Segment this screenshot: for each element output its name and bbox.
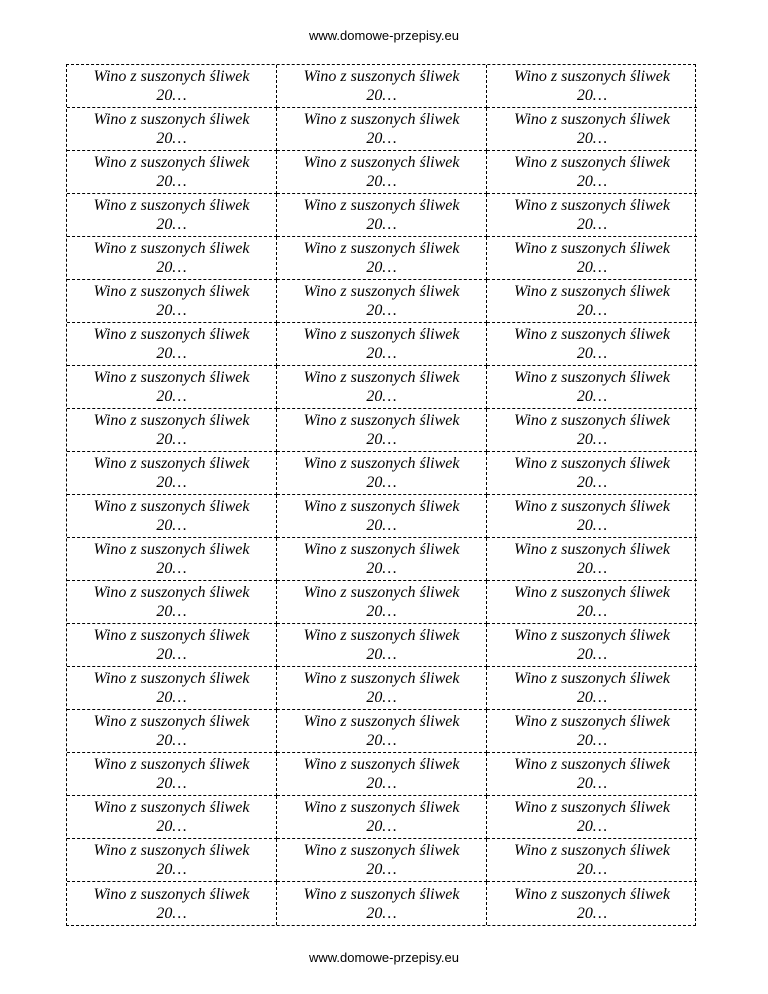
wine-label-name: Wino z suszonych śliwek	[514, 756, 670, 773]
wine-label	[487, 667, 697, 710]
wine-label	[277, 882, 487, 925]
wine-label-year: 20…	[576, 302, 608, 319]
wine-label	[277, 237, 487, 280]
wine-label-name: Wino z suszonych śliwek	[514, 154, 670, 171]
wine-label-year: 20…	[156, 259, 187, 276]
wine-label-name: Wino z suszonych śliwek	[514, 584, 670, 601]
wine-label-year: 20…	[366, 603, 397, 620]
wine-label-year: 20…	[366, 646, 397, 663]
wine-label-year: 20…	[156, 431, 187, 448]
wine-label	[487, 495, 697, 538]
wine-label-year: 20…	[156, 130, 187, 147]
wine-label	[487, 323, 697, 366]
wine-label-year: 20…	[576, 87, 608, 104]
wine-label-name: Wino z suszonych śliwek	[303, 670, 460, 687]
wine-label-year: 20…	[366, 818, 397, 835]
wine-label-year: 20…	[366, 775, 397, 792]
wine-label-year: 20…	[156, 603, 187, 620]
wine-label-name: Wino z suszonych śliwek	[93, 541, 250, 558]
wine-label-year: 20…	[366, 130, 397, 147]
wine-label-name: Wino z suszonych śliwek	[93, 584, 250, 601]
wine-label	[487, 538, 697, 581]
wine-label	[277, 366, 487, 409]
wine-label	[67, 108, 277, 151]
wine-label-year: 20…	[576, 732, 608, 749]
wine-label-year: 20…	[366, 259, 397, 276]
wine-label	[277, 409, 487, 452]
wine-label	[67, 839, 277, 882]
wine-label-year: 20…	[576, 216, 608, 233]
wine-label-year: 20…	[366, 560, 397, 577]
wine-label	[67, 280, 277, 323]
wine-label-name: Wino z suszonych śliwek	[93, 799, 250, 816]
wine-label-name: Wino z suszonych śliwek	[303, 326, 460, 343]
wine-label-year: 20…	[576, 904, 608, 922]
wine-label-name: Wino z suszonych śliwek	[514, 455, 670, 472]
wine-label-name: Wino z suszonych śliwek	[303, 369, 460, 386]
wine-label-name: Wino z suszonych śliwek	[93, 240, 250, 257]
wine-label	[277, 538, 487, 581]
wine-label	[277, 796, 487, 839]
wine-label-name: Wino z suszonych śliwek	[93, 283, 250, 300]
wine-label	[487, 581, 697, 624]
wine-label-year: 20…	[156, 904, 187, 922]
wine-label-name: Wino z suszonych śliwek	[93, 369, 250, 386]
wine-label	[67, 237, 277, 280]
wine-label	[67, 495, 277, 538]
wine-label-year: 20…	[156, 775, 187, 792]
wine-label-name: Wino z suszonych śliwek	[514, 713, 670, 730]
wine-label	[67, 882, 277, 925]
wine-label-year: 20…	[576, 818, 608, 835]
wine-label-name: Wino z suszonych śliwek	[303, 627, 460, 644]
wine-label-year: 20…	[156, 474, 187, 491]
wine-label	[67, 409, 277, 452]
wine-label	[277, 194, 487, 237]
label-sheet	[66, 64, 696, 926]
wine-label-year: 20…	[576, 173, 608, 190]
wine-label-year: 20…	[366, 388, 397, 405]
wine-label	[67, 710, 277, 753]
wine-label-name: Wino z suszonych śliwek	[303, 584, 460, 601]
wine-label-name: Wino z suszonych śliwek	[303, 111, 460, 128]
wine-label	[487, 624, 697, 667]
wine-label	[67, 194, 277, 237]
wine-label-year: 20…	[366, 689, 397, 706]
wine-label-year: 20…	[576, 259, 608, 276]
wine-label	[67, 667, 277, 710]
wine-label	[67, 581, 277, 624]
wine-label-year: 20…	[156, 388, 187, 405]
wine-label-year: 20…	[366, 345, 397, 362]
wine-label-name: Wino z suszonych śliwek	[303, 68, 460, 85]
wine-label	[277, 624, 487, 667]
wine-label-name: Wino z suszonych śliwek	[93, 627, 250, 644]
wine-label-year: 20…	[366, 861, 397, 878]
wine-label-year: 20…	[156, 818, 187, 835]
wine-label-name: Wino z suszonych śliwek	[303, 455, 460, 472]
wine-label	[277, 323, 487, 366]
wine-label-name: Wino z suszonych śliwek	[514, 412, 670, 429]
wine-label-name: Wino z suszonych śliwek	[93, 68, 250, 85]
wine-label-name: Wino z suszonych śliwek	[303, 412, 460, 429]
wine-label-name: Wino z suszonych śliwek	[514, 498, 670, 515]
wine-label-name: Wino z suszonych śliwek	[93, 885, 250, 903]
wine-label-year: 20…	[576, 431, 608, 448]
wine-label-year: 20…	[576, 646, 608, 663]
wine-label	[487, 280, 697, 323]
wine-label-name: Wino z suszonych śliwek	[514, 842, 670, 859]
wine-label-year: 20…	[366, 173, 397, 190]
wine-label-year: 20…	[156, 345, 187, 362]
wine-label-year: 20…	[366, 474, 397, 491]
wine-label-name: Wino z suszonych śliwek	[514, 283, 670, 300]
wine-label-year: 20…	[576, 474, 608, 491]
wine-label	[277, 280, 487, 323]
wine-label-year: 20…	[366, 302, 397, 319]
wine-label	[67, 65, 277, 108]
wine-label	[487, 796, 697, 839]
wine-label	[67, 151, 277, 194]
wine-label-name: Wino z suszonych śliwek	[93, 326, 250, 343]
wine-label	[487, 366, 697, 409]
wine-label	[67, 753, 277, 796]
wine-label-name: Wino z suszonych śliwek	[303, 885, 460, 903]
wine-label	[277, 108, 487, 151]
wine-label-year: 20…	[576, 689, 608, 706]
footer-url: www.domowe-przepisy.eu	[308, 950, 460, 965]
wine-label-name: Wino z suszonych śliwek	[303, 541, 460, 558]
wine-label-name: Wino z suszonych śliwek	[93, 455, 250, 472]
wine-label-year: 20…	[156, 732, 187, 749]
wine-label-name: Wino z suszonych śliwek	[303, 842, 460, 859]
wine-label-year: 20…	[366, 87, 397, 104]
header-url: www.domowe-przepisy.eu	[308, 28, 460, 43]
wine-label	[277, 667, 487, 710]
wine-label-year: 20…	[576, 603, 608, 620]
wine-label-name: Wino z suszonych śliwek	[303, 197, 460, 214]
wine-label	[487, 710, 697, 753]
wine-label-name: Wino z suszonych śliwek	[514, 670, 670, 687]
wine-label	[67, 538, 277, 581]
wine-label-name: Wino z suszonych śliwek	[514, 240, 670, 257]
wine-label	[277, 495, 487, 538]
wine-label-name: Wino z suszonych śliwek	[514, 627, 670, 644]
wine-label	[67, 323, 277, 366]
wine-label-year: 20…	[156, 689, 187, 706]
wine-label-year: 20…	[366, 431, 397, 448]
wine-label-year: 20…	[156, 517, 187, 534]
wine-label-name: Wino z suszonych śliwek	[514, 326, 670, 343]
wine-label-name: Wino z suszonych śliwek	[93, 498, 250, 515]
wine-label-year: 20…	[366, 732, 397, 749]
wine-label	[277, 452, 487, 495]
wine-label	[67, 366, 277, 409]
wine-label-name: Wino z suszonych śliwek	[93, 111, 250, 128]
wine-label-name: Wino z suszonych śliwek	[93, 713, 250, 730]
wine-label	[487, 194, 697, 237]
wine-label-name: Wino z suszonych śliwek	[303, 283, 460, 300]
wine-label-year: 20…	[576, 345, 608, 362]
wine-label	[487, 65, 697, 108]
wine-label	[487, 753, 697, 796]
wine-label-year: 20…	[156, 173, 187, 190]
wine-label-year: 20…	[156, 302, 187, 319]
wine-label	[487, 452, 697, 495]
wine-label-year: 20…	[156, 560, 187, 577]
wine-label-year: 20…	[576, 130, 608, 147]
wine-label-name: Wino z suszonych śliwek	[93, 412, 250, 429]
wine-label-name: Wino z suszonych śliwek	[514, 68, 670, 85]
wine-label	[277, 753, 487, 796]
wine-label-year: 20…	[576, 861, 608, 878]
wine-label	[487, 882, 697, 925]
wine-label-name: Wino z suszonych śliwek	[93, 756, 250, 773]
wine-label	[487, 409, 697, 452]
wine-label-year: 20…	[576, 775, 608, 792]
wine-label-name: Wino z suszonych śliwek	[303, 154, 460, 171]
wine-label-year: 20…	[576, 388, 608, 405]
wine-label	[487, 151, 697, 194]
wine-label-name: Wino z suszonych śliwek	[514, 885, 670, 903]
wine-label-name: Wino z suszonych śliwek	[303, 713, 460, 730]
wine-label	[67, 624, 277, 667]
wine-label-name: Wino z suszonych śliwek	[93, 670, 250, 687]
wine-label	[277, 581, 487, 624]
wine-label-year: 20…	[366, 904, 397, 922]
wine-label-year: 20…	[156, 216, 187, 233]
wine-label	[67, 796, 277, 839]
wine-label	[277, 65, 487, 108]
wine-label	[277, 151, 487, 194]
wine-label-name: Wino z suszonych śliwek	[514, 111, 670, 128]
wine-label-name: Wino z suszonych śliwek	[514, 197, 670, 214]
wine-label-name: Wino z suszonych śliwek	[514, 799, 670, 816]
wine-label-name: Wino z suszonych śliwek	[93, 154, 250, 171]
wine-label-name: Wino z suszonych śliwek	[303, 799, 460, 816]
wine-label-name: Wino z suszonych śliwek	[93, 842, 250, 859]
wine-label-name: Wino z suszonych śliwek	[514, 541, 670, 558]
wine-label-year: 20…	[156, 861, 187, 878]
wine-label-year: 20…	[576, 517, 608, 534]
wine-label-year: 20…	[156, 646, 187, 663]
wine-label	[277, 710, 487, 753]
wine-label-name: Wino z suszonych śliwek	[303, 756, 460, 773]
wine-label-year: 20…	[366, 216, 397, 233]
wine-label-name: Wino z suszonych śliwek	[303, 498, 460, 515]
wine-label	[487, 237, 697, 280]
wine-label	[67, 452, 277, 495]
wine-label-year: 20…	[366, 517, 397, 534]
wine-label-year: 20…	[576, 560, 608, 577]
wine-label	[487, 839, 697, 882]
wine-label	[487, 108, 697, 151]
wine-label-year: 20…	[156, 87, 187, 104]
wine-label-name: Wino z suszonych śliwek	[93, 197, 250, 214]
wine-label-name: Wino z suszonych śliwek	[303, 240, 460, 257]
wine-label	[277, 839, 487, 882]
wine-label-name: Wino z suszonych śliwek	[514, 369, 670, 386]
